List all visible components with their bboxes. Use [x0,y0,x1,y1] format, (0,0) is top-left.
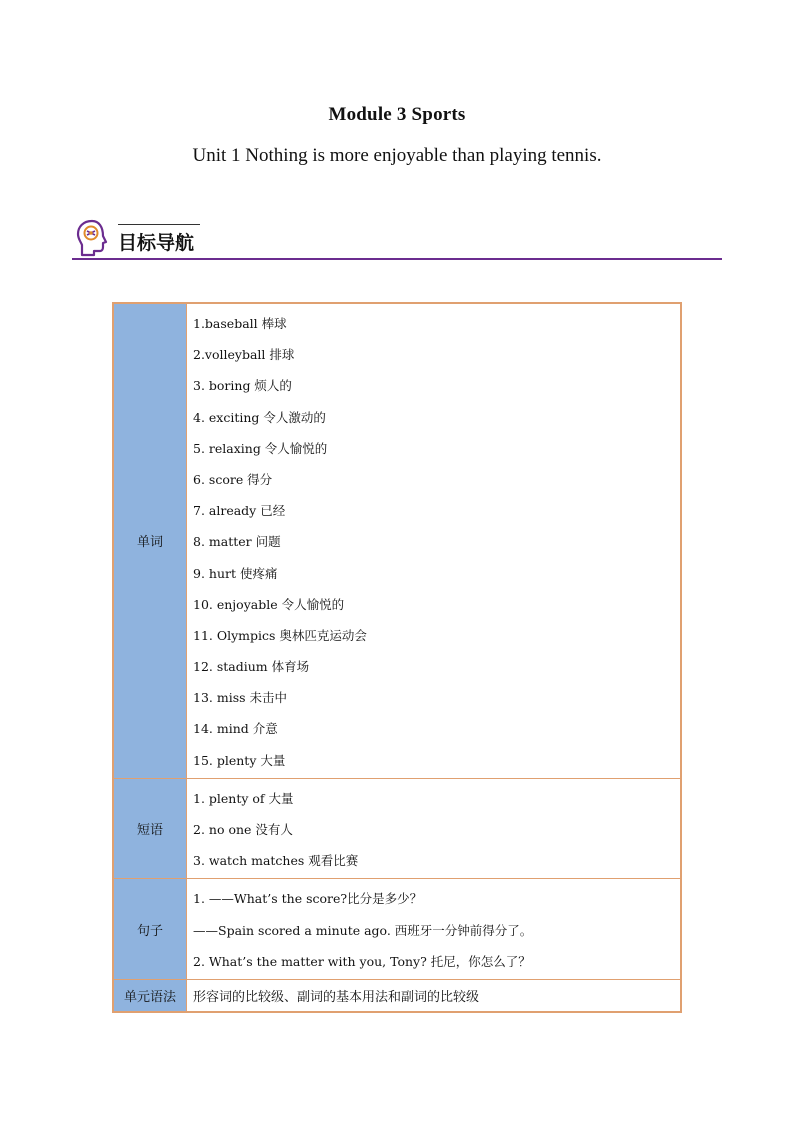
category-phrases: 短语 [113,778,187,879]
sentences-list [187,879,682,980]
list-item: 4. exciting 令人激动的 [193,409,326,425]
section-divider [72,258,722,260]
words-row [113,303,681,778]
grammar-value: 形容词的比较级、副词的基本用法和副词的比较级 [187,979,682,1012]
list-item: 14. mind 介意 [193,721,278,737]
list-item: 7. already 已经 [193,503,286,519]
phrases-list [187,778,682,879]
list-item: 10. enjoyable 令人愉悦的 [193,596,345,612]
list-item: 1. ——What’s the score?比分是多少？ [193,891,423,907]
phrases-row [113,778,681,879]
list-item: ——Spain scored a minute ago. 西班牙一分钟前得分了。 [193,922,533,938]
words-list [187,303,682,778]
section-header [72,218,722,262]
sentences-row [113,879,681,980]
category-words: 单词 [113,303,187,778]
list-item: 2. What’s the matter with you, Tony? 托尼，你怎么了？ [193,953,531,969]
vocabulary-table [112,302,682,1013]
list-item: 6. score 得分 [193,471,273,487]
list-item: 11. Olympics 奥林匹克运动会 [193,627,367,643]
document-title: Module 3 Sports [328,104,466,125]
section-overline [118,224,200,225]
list-item: 2.volleyball 排球 [193,347,295,363]
category-grammar: 单元语法 [113,979,187,1012]
document-subtitle: Unit 1 Nothing is more enjoyable than playing tennis. [192,145,602,166]
grammar-row [113,979,681,1012]
list-item: 13. miss 未击中 [193,690,288,706]
list-item: 1. plenty of 大量 [193,790,294,806]
list-item: 1.baseball 棒球 [193,316,287,331]
list-item: 12. stadium 体育场 [193,659,310,675]
list-item: 2. no one 没有人 [193,822,293,837]
list-item: 3. boring 烦人的 [193,378,292,394]
list-item: 9. hurt 使疼痛 [193,565,278,581]
list-item: 8. matter 问题 [193,534,281,550]
category-sentences: 句子 [113,879,187,980]
head-brain-icon [74,218,110,258]
list-item: 3. watch matches 观看比赛 [193,853,359,869]
list-item: 5. relaxing 令人愉悦的 [193,440,328,456]
list-item: 15. plenty 大量 [193,752,286,768]
section-label: 目标导航 [118,232,195,254]
